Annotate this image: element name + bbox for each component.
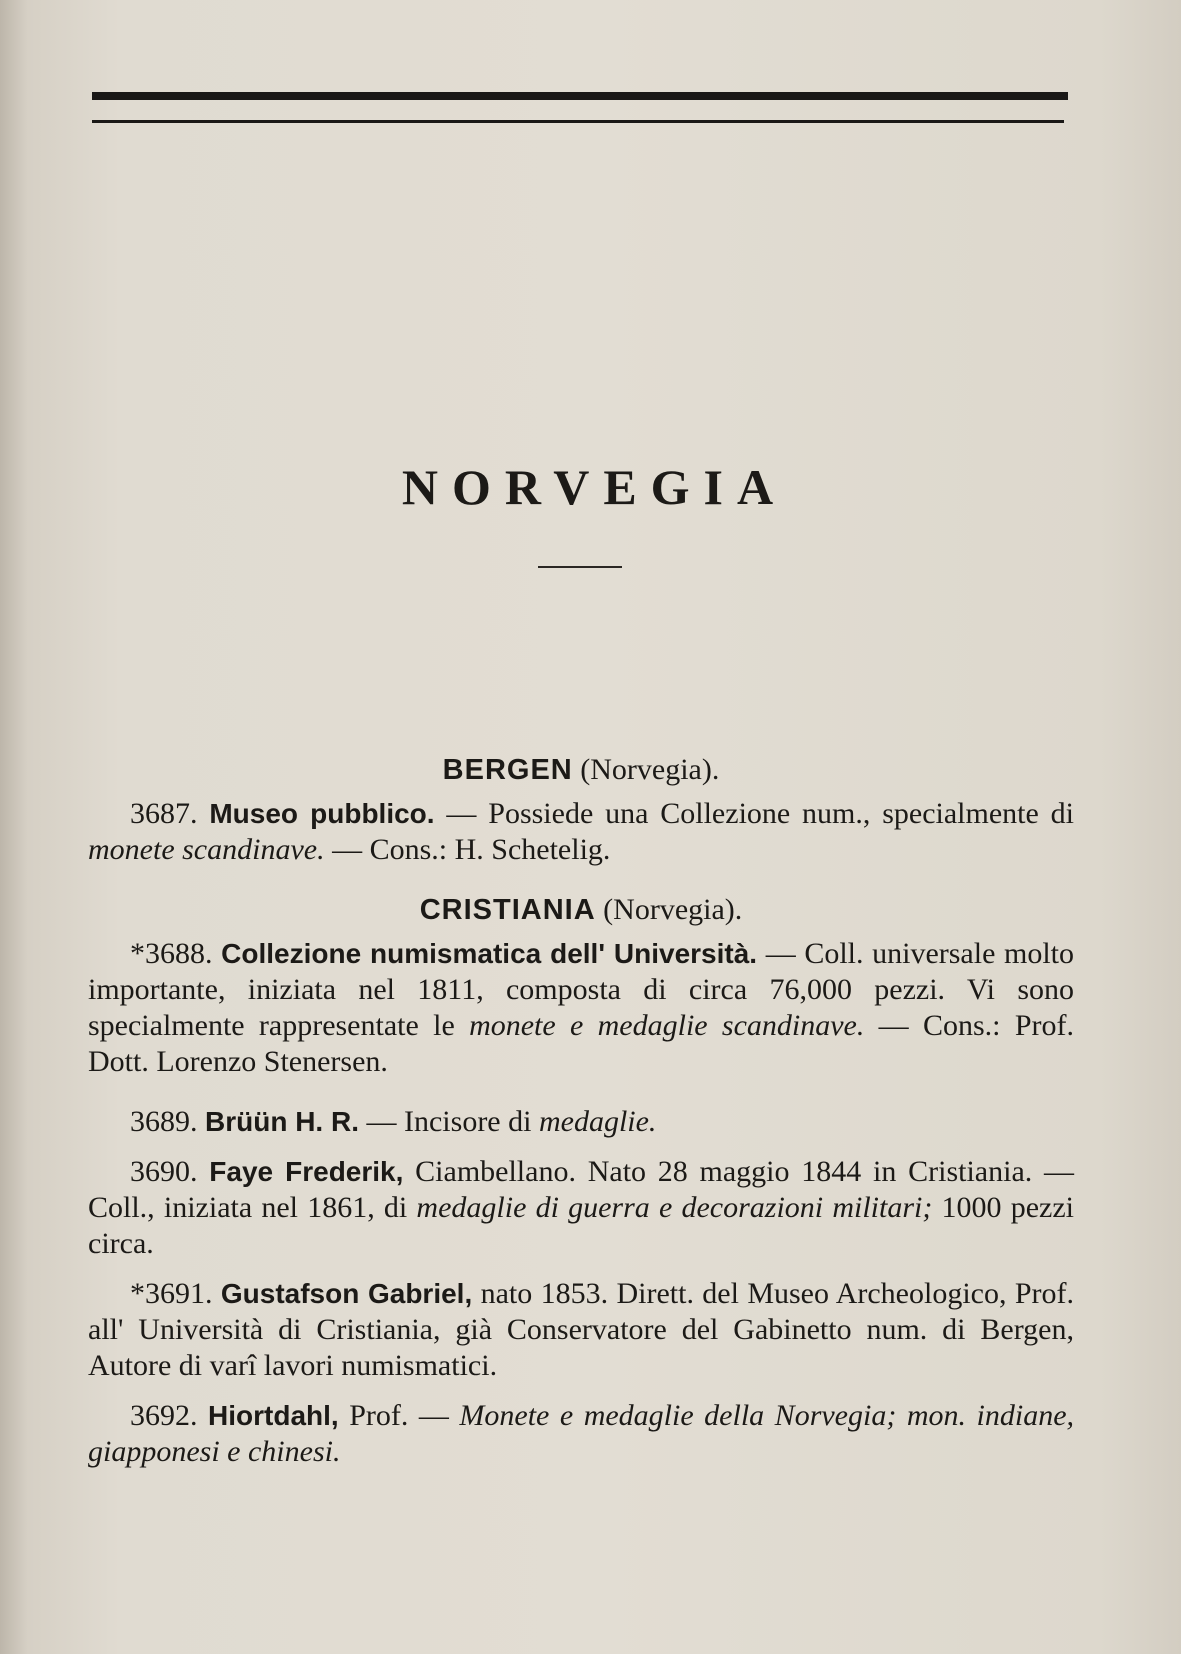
entry-italic: medaglie. xyxy=(538,1105,657,1138)
entry-number: 3689. xyxy=(130,1105,198,1138)
entry-text: Prof. — xyxy=(338,1399,460,1432)
entry-italic: medaglie di guerra e decorazioni militari; xyxy=(416,1191,933,1224)
entry-text: Ciambellano. Nato 28 maggio 1844 in Cristiania. — Coll., iniziata nel 1861, di xyxy=(88,1155,1075,1224)
entry-number: *3688. xyxy=(130,937,213,970)
title-divider xyxy=(538,566,622,568)
entry-number: 3690. xyxy=(130,1155,198,1188)
entry-italic: monete e medaglie scandinave. xyxy=(469,1009,865,1042)
entry-3687 xyxy=(88,796,1074,868)
page-title: NORVEGIA xyxy=(401,459,788,515)
entry-number: 3692. xyxy=(130,1399,198,1432)
entry-3689 xyxy=(88,1104,1074,1140)
text-body xyxy=(88,752,1074,1470)
city-heading-cristiania xyxy=(88,892,1074,928)
city-name: BERGEN xyxy=(442,754,573,786)
entry-text: nato 1853. Dirett. del Museo Archeologico, Prof. all' Università di Cristiania, già Conservatore del Gabinetto num. di Bergen, Autore di varî lavori numismatici. xyxy=(88,1277,1074,1382)
entry-name: Faye Frederik, xyxy=(209,1156,404,1187)
entry-name: Gustafson Gabriel, xyxy=(220,1278,473,1309)
header-rule-thin xyxy=(92,120,1064,123)
city-heading-bergen xyxy=(88,752,1074,788)
city-region: (Norvegia). xyxy=(580,753,720,786)
entry-text: 1000 pezzi circa. xyxy=(88,1191,1075,1260)
city-region: (Norvegia). xyxy=(603,893,743,926)
entry-italic: Monete e medaglie della Norvegia; mon. indiane, giapponesi e chinesi. xyxy=(88,1399,1075,1468)
header-rule-thick xyxy=(92,92,1068,100)
entry-italic: monete scandinave. xyxy=(88,833,325,866)
entry-3691 xyxy=(88,1276,1074,1384)
entry-text: — Cons.: Prof. Dott. Lorenzo Stenersen. xyxy=(88,1009,1074,1078)
entry-text: — Coll. universale molto importante, iniziata nel 1811, composta di circa 76,000 pezzi. Vi sono specialmente rappresentate le xyxy=(88,937,1075,1042)
entry-3690 xyxy=(88,1154,1074,1262)
entry-number: *3691. xyxy=(130,1277,213,1310)
entry-name: Brüün H. R. xyxy=(205,1106,359,1137)
entry-text: — Incisore di xyxy=(359,1105,539,1138)
entry-number: 3687. xyxy=(130,797,198,830)
entry-text: — Possiede una Collezione num., specialmente di xyxy=(434,797,1074,830)
entry-text: — Cons.: H. Schetelig. xyxy=(324,833,611,866)
entry-3692 xyxy=(88,1398,1074,1470)
entry-name: Collezione numismatica dell' Università. xyxy=(221,938,758,969)
entry-name: Museo pubblico. xyxy=(209,798,435,829)
entry-name: Hiortdahl, xyxy=(208,1400,339,1431)
entry-3688 xyxy=(88,936,1074,1080)
city-name: CRISTIANIA xyxy=(419,894,596,926)
